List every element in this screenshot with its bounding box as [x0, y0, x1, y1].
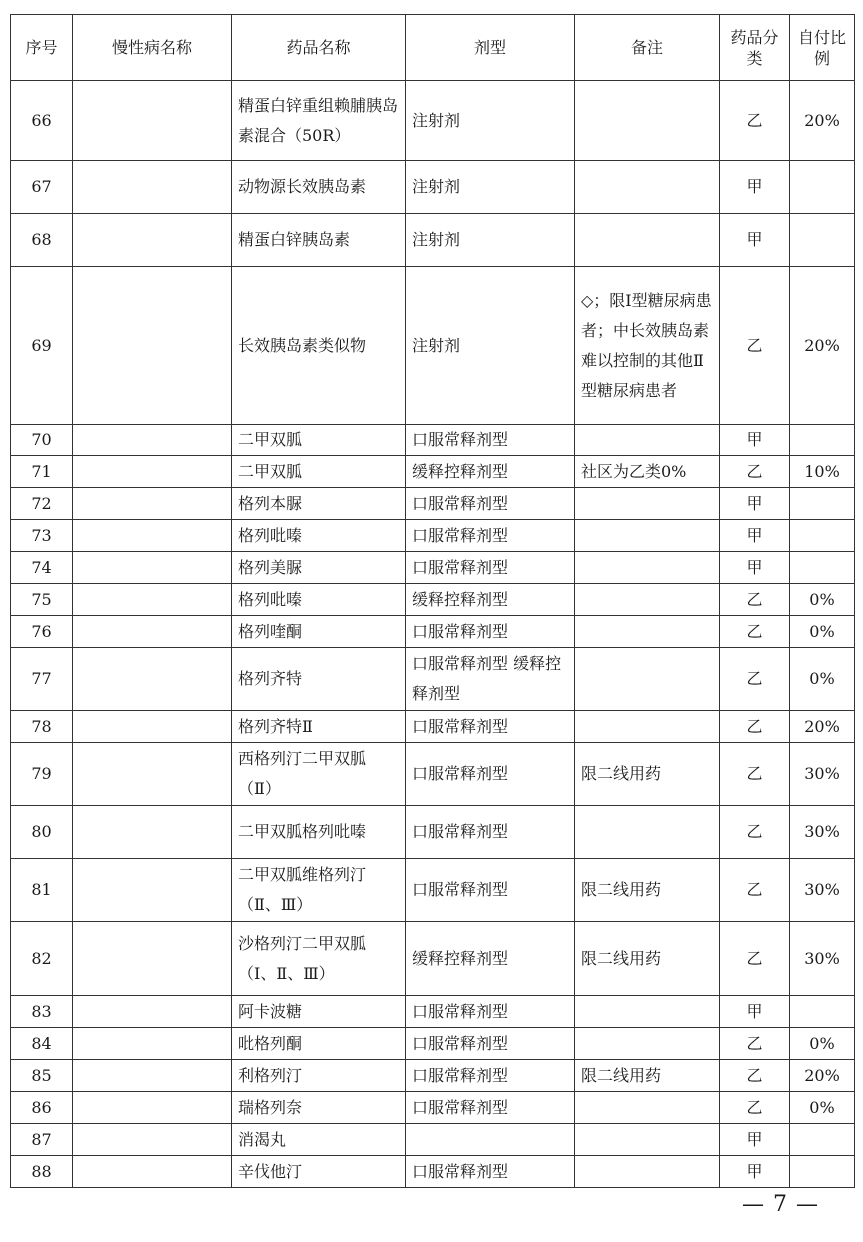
cell-note: ◇；限Ⅰ型糖尿病患者；中长效胰岛素难以控制的其他Ⅱ型糖尿病患者 [575, 267, 720, 425]
header-note: 备注 [575, 15, 720, 81]
cell-ratio: 0% [790, 584, 855, 616]
cell-no: 67 [11, 161, 73, 214]
cell-note: 限二线用药 [575, 922, 720, 996]
cell-ratio: 30% [790, 806, 855, 859]
cell-disease [73, 81, 232, 161]
cell-no: 73 [11, 520, 73, 552]
table-row [11, 1060, 855, 1092]
cell-disease [73, 806, 232, 859]
cell-drug: 沙格列汀二甲双胍（Ⅰ、Ⅱ、Ⅲ） [232, 922, 406, 996]
cell-class: 乙 [720, 859, 790, 922]
cell-ratio: 0% [790, 616, 855, 648]
cell-form: 口服常释剂型 [406, 859, 575, 922]
cell-drug: 二甲双胍 [232, 425, 406, 456]
cell-note [575, 1092, 720, 1124]
cell-no: 70 [11, 425, 73, 456]
cell-class: 乙 [720, 922, 790, 996]
cell-disease [73, 1124, 232, 1156]
table-row [11, 520, 855, 552]
cell-note [575, 552, 720, 584]
cell-drug: 格列齐特Ⅱ [232, 711, 406, 743]
cell-disease [73, 859, 232, 922]
cell-no: 76 [11, 616, 73, 648]
cell-disease [73, 552, 232, 584]
cell-form: 注射剂 [406, 214, 575, 267]
cell-disease [73, 1156, 232, 1188]
table-row [11, 922, 855, 996]
cell-no: 87 [11, 1124, 73, 1156]
cell-drug: 精蛋白锌重组赖脯胰岛素混合（50R） [232, 81, 406, 161]
cell-form: 口服常释剂型 [406, 520, 575, 552]
cell-drug: 格列美脲 [232, 552, 406, 584]
cell-no: 83 [11, 996, 73, 1028]
cell-no: 66 [11, 81, 73, 161]
cell-class: 甲 [720, 161, 790, 214]
cell-drug: 动物源长效胰岛素 [232, 161, 406, 214]
cell-form: 口服常释剂型 [406, 488, 575, 520]
cell-note [575, 996, 720, 1028]
cell-no: 81 [11, 859, 73, 922]
cell-class: 甲 [720, 1124, 790, 1156]
cell-no: 82 [11, 922, 73, 996]
table-row [11, 616, 855, 648]
cell-drug: 格列吡嗪 [232, 584, 406, 616]
cell-ratio [790, 214, 855, 267]
cell-form: 口服常释剂型 [406, 616, 575, 648]
cell-no: 68 [11, 214, 73, 267]
cell-ratio [790, 425, 855, 456]
table-row [11, 1028, 855, 1060]
cell-disease [73, 584, 232, 616]
cell-form: 口服常释剂型 [406, 1156, 575, 1188]
cell-drug: 精蛋白锌胰岛素 [232, 214, 406, 267]
cell-note [575, 1156, 720, 1188]
cell-form: 缓释控释剂型 [406, 922, 575, 996]
cell-note: 限二线用药 [575, 859, 720, 922]
drug-list-table [10, 14, 855, 1188]
cell-form: 口服常释剂型 [406, 552, 575, 584]
cell-form: 缓释控释剂型 [406, 584, 575, 616]
cell-no: 86 [11, 1092, 73, 1124]
cell-ratio: 20% [790, 711, 855, 743]
cell-note [575, 214, 720, 267]
cell-drug: 格列喹酮 [232, 616, 406, 648]
cell-disease [73, 425, 232, 456]
cell-disease [73, 520, 232, 552]
header-form: 剂型 [406, 15, 575, 81]
cell-no: 85 [11, 1060, 73, 1092]
cell-form: 口服常释剂型 [406, 425, 575, 456]
cell-note [575, 1028, 720, 1060]
table-row [11, 1156, 855, 1188]
cell-no: 69 [11, 267, 73, 425]
cell-note [575, 648, 720, 711]
cell-note [575, 161, 720, 214]
cell-class: 乙 [720, 81, 790, 161]
cell-note [575, 584, 720, 616]
table-body [11, 81, 855, 1188]
cell-ratio: 30% [790, 922, 855, 996]
header-no: 序号 [11, 15, 73, 81]
table-row [11, 806, 855, 859]
cell-class: 乙 [720, 616, 790, 648]
cell-ratio: 20% [790, 267, 855, 425]
table-row [11, 648, 855, 711]
cell-class: 乙 [720, 1060, 790, 1092]
table-row [11, 488, 855, 520]
cell-no: 71 [11, 456, 73, 488]
cell-drug: 二甲双胍维格列汀（Ⅱ、Ⅲ） [232, 859, 406, 922]
cell-class: 乙 [720, 1092, 790, 1124]
cell-form: 缓释控释剂型 [406, 456, 575, 488]
cell-no: 79 [11, 743, 73, 806]
cell-class: 乙 [720, 456, 790, 488]
cell-drug: 吡格列酮 [232, 1028, 406, 1060]
cell-class: 甲 [720, 996, 790, 1028]
cell-form: 口服常释剂型 [406, 996, 575, 1028]
cell-ratio: 30% [790, 743, 855, 806]
cell-form: 口服常释剂型 缓释控释剂型 [406, 648, 575, 711]
cell-no: 77 [11, 648, 73, 711]
cell-ratio [790, 1124, 855, 1156]
cell-disease [73, 648, 232, 711]
cell-note [575, 1124, 720, 1156]
cell-ratio: 0% [790, 648, 855, 711]
header-drug: 药品名称 [232, 15, 406, 81]
cell-form: 注射剂 [406, 161, 575, 214]
header-class: 药品分类 [720, 15, 790, 81]
cell-note: 社区为乙类0% [575, 456, 720, 488]
table-row [11, 1124, 855, 1156]
cell-disease [73, 616, 232, 648]
cell-form [406, 1124, 575, 1156]
cell-form: 口服常释剂型 [406, 711, 575, 743]
cell-form: 口服常释剂型 [406, 1092, 575, 1124]
cell-note [575, 81, 720, 161]
cell-ratio [790, 488, 855, 520]
cell-disease [73, 267, 232, 425]
cell-note [575, 488, 720, 520]
table-row [11, 425, 855, 456]
cell-class: 乙 [720, 806, 790, 859]
cell-form: 口服常释剂型 [406, 743, 575, 806]
cell-class: 乙 [720, 267, 790, 425]
table-row [11, 267, 855, 425]
cell-note [575, 711, 720, 743]
cell-note: 限二线用药 [575, 743, 720, 806]
cell-drug: 辛伐他汀 [232, 1156, 406, 1188]
cell-form: 口服常释剂型 [406, 1060, 575, 1092]
cell-class: 甲 [720, 214, 790, 267]
cell-drug: 格列吡嗪 [232, 520, 406, 552]
cell-form: 口服常释剂型 [406, 806, 575, 859]
cell-ratio [790, 552, 855, 584]
cell-class: 甲 [720, 552, 790, 584]
cell-ratio: 20% [790, 81, 855, 161]
table-row [11, 456, 855, 488]
cell-class: 乙 [720, 743, 790, 806]
cell-disease [73, 1092, 232, 1124]
cell-class: 甲 [720, 425, 790, 456]
header-disease: 慢性病名称 [73, 15, 232, 81]
table-row [11, 996, 855, 1028]
cell-drug: 格列齐特 [232, 648, 406, 711]
cell-note: 限二线用药 [575, 1060, 720, 1092]
cell-class: 乙 [720, 711, 790, 743]
cell-drug: 西格列汀二甲双胍（Ⅱ） [232, 743, 406, 806]
cell-drug: 二甲双胍 [232, 456, 406, 488]
cell-note [575, 616, 720, 648]
cell-disease [73, 711, 232, 743]
cell-drug: 格列本脲 [232, 488, 406, 520]
cell-note [575, 520, 720, 552]
cell-class: 乙 [720, 1028, 790, 1060]
cell-disease [73, 743, 232, 806]
cell-ratio: 20% [790, 1060, 855, 1092]
cell-disease [73, 161, 232, 214]
cell-class: 乙 [720, 648, 790, 711]
cell-ratio: 30% [790, 859, 855, 922]
cell-no: 80 [11, 806, 73, 859]
table-row [11, 552, 855, 584]
table-row [11, 859, 855, 922]
cell-disease [73, 996, 232, 1028]
cell-disease [73, 456, 232, 488]
cell-drug: 二甲双胍格列吡嗪 [232, 806, 406, 859]
cell-form: 注射剂 [406, 81, 575, 161]
table-row [11, 81, 855, 161]
cell-disease [73, 1028, 232, 1060]
cell-drug: 阿卡波糖 [232, 996, 406, 1028]
cell-note [575, 425, 720, 456]
cell-drug: 长效胰岛素类似物 [232, 267, 406, 425]
table-row [11, 1092, 855, 1124]
cell-form: 注射剂 [406, 267, 575, 425]
cell-ratio [790, 1156, 855, 1188]
cell-disease [73, 214, 232, 267]
cell-no: 72 [11, 488, 73, 520]
cell-ratio: 0% [790, 1028, 855, 1060]
cell-drug: 瑞格列奈 [232, 1092, 406, 1124]
cell-class: 甲 [720, 520, 790, 552]
cell-disease [73, 922, 232, 996]
cell-form: 口服常释剂型 [406, 1028, 575, 1060]
cell-drug: 消渴丸 [232, 1124, 406, 1156]
page-number: — 7 — [742, 1192, 819, 1217]
table-header-row [11, 15, 855, 81]
table-row [11, 214, 855, 267]
table-row [11, 711, 855, 743]
cell-class: 乙 [720, 584, 790, 616]
cell-class: 甲 [720, 488, 790, 520]
header-ratio: 自付比例 [790, 15, 855, 81]
cell-ratio [790, 161, 855, 214]
cell-no: 75 [11, 584, 73, 616]
table-row [11, 161, 855, 214]
table-row [11, 584, 855, 616]
cell-class: 甲 [720, 1156, 790, 1188]
cell-disease [73, 488, 232, 520]
cell-no: 78 [11, 711, 73, 743]
cell-ratio: 0% [790, 1092, 855, 1124]
cell-no: 74 [11, 552, 73, 584]
table-row [11, 743, 855, 806]
cell-ratio: 10% [790, 456, 855, 488]
cell-ratio [790, 996, 855, 1028]
cell-drug: 利格列汀 [232, 1060, 406, 1092]
cell-note [575, 806, 720, 859]
cell-disease [73, 1060, 232, 1092]
cell-no: 84 [11, 1028, 73, 1060]
cell-no: 88 [11, 1156, 73, 1188]
cell-ratio [790, 520, 855, 552]
